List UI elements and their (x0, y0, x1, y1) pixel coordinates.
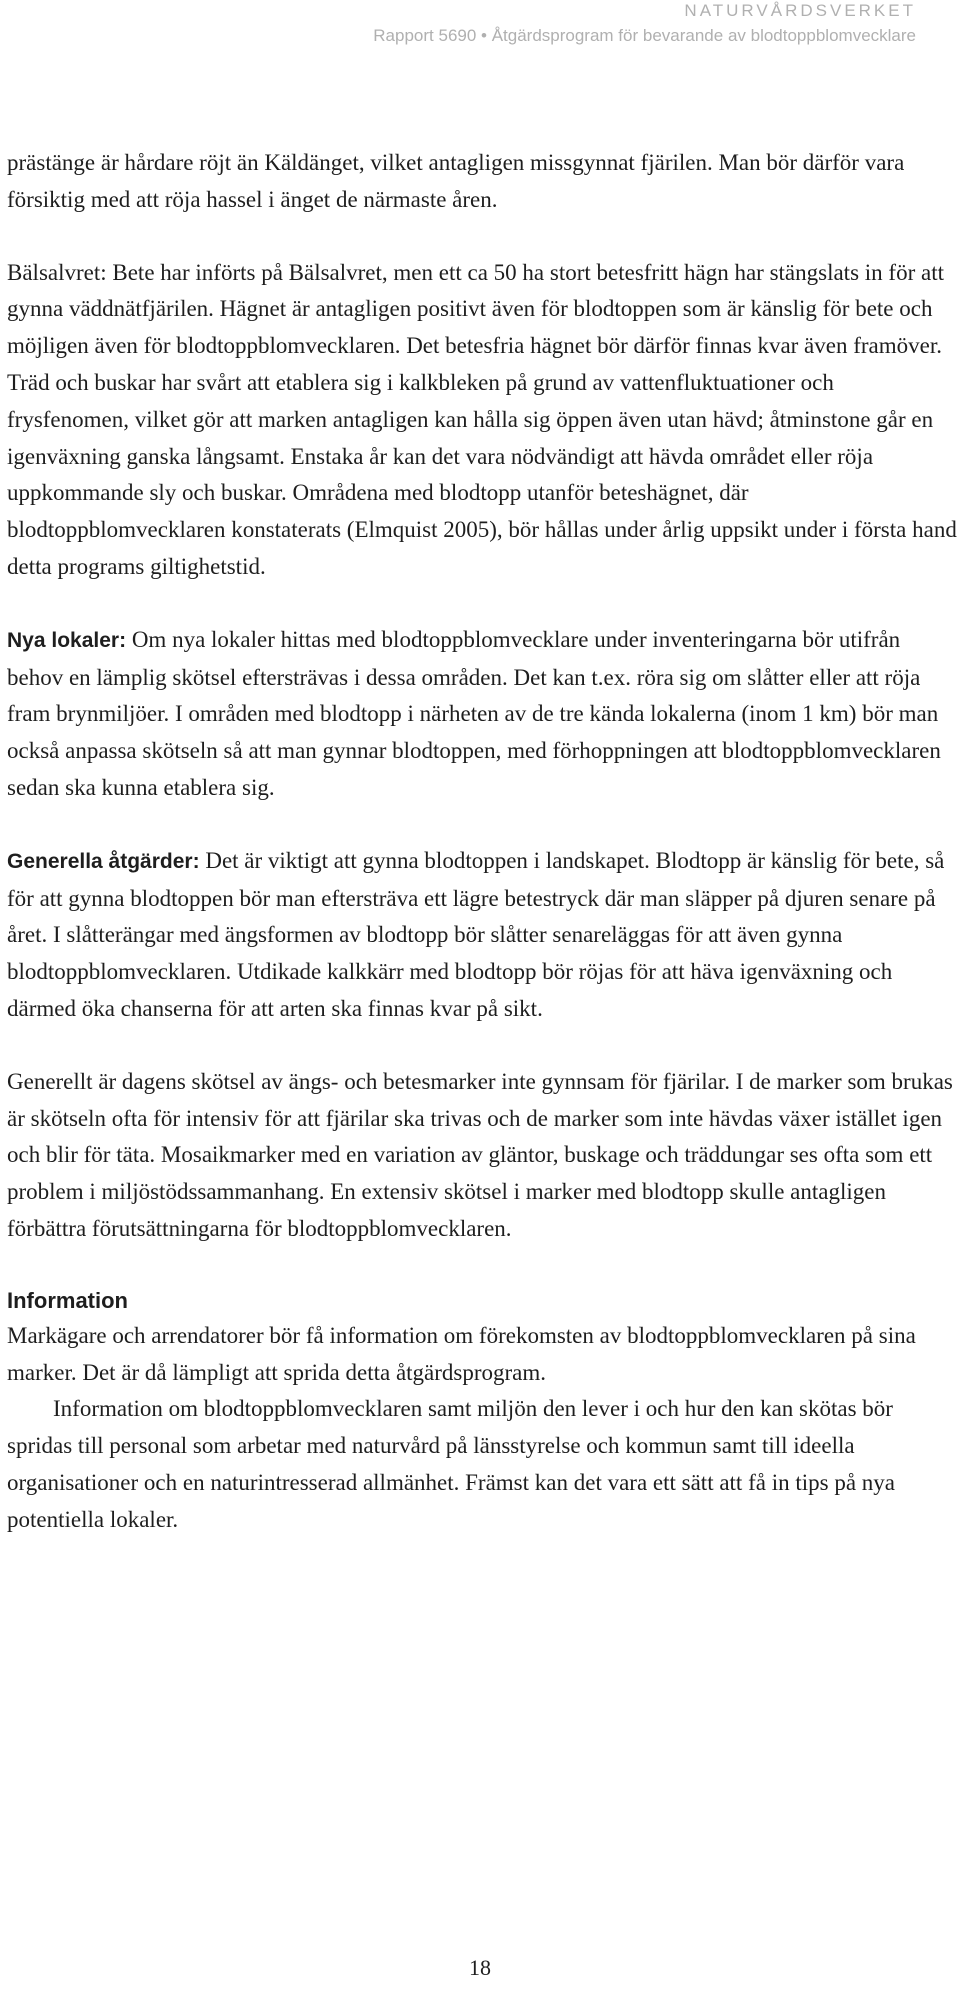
section-heading-information: Information (7, 1287, 128, 1313)
page-number: 18 (469, 1955, 491, 1980)
report-title: Rapport 5690 • Åtgärdsprogram för bevarande av blodtoppblomvecklare (373, 26, 916, 45)
paragraph-generella-atgarder (7, 843, 957, 1028)
page-header (373, 0, 916, 47)
text-nya-lokaler: Om nya lokaler hittas med blodtoppblomvecklare under inventeringarna bör utifrån behov en lämplig skötsel eftersträvas i dessa områden. Det kan t.ex. röra sig om slåtter eller att röja fram brynmiljöer. I områden med blodtopp i närheten av de tre kända lokalerna (inom 1 km) bör man också anpassa skötseln så att man gynnar blodtoppen, med förhoppningen att blodtoppblomvecklaren sedan ska kunna etablera sig. (7, 626, 941, 800)
paragraph-nya-lokaler (7, 622, 957, 807)
paragraph-kaldanget: prästänge är hårdare röjt än Käldänget, vilket antagligen missgynnat fjärilen. Man bör därför vara försiktig med att röja hassel i änget de närmaste åren. (7, 150, 905, 212)
document-body (7, 145, 957, 1539)
lead-generella-atgarder: Generella åtgärder: (7, 849, 200, 873)
paragraph-skotsel: Generellt är dagens skötsel av ängs- och betesmarker inte gynnsam för fjärilar. I de marker som brukas är skötseln ofta för intensiv för att fjärilar ska trivas och de marker som inte hävdas växer istället igen och blir för täta. Mosaikmarker med en variation av gläntor, buskage och träddungar ses ofta som ett problem i miljöstödssammanhang. En extensiv skötsel i marker med blodtopp skulle antagligen förbättra förutsättningarna för blodtoppblomvecklaren. (7, 1068, 953, 1241)
publisher-name: NATURVÅRDSVERKET (684, 1, 916, 20)
paragraph-information-1: Markägare och arrendatorer bör få information om förekomsten av blodtoppblomvecklaren på sina marker. Det är då lämpligt att sprida detta åtgärdsprogram. (7, 1322, 916, 1385)
lead-nya-lokaler: Nya lokaler: (7, 628, 127, 652)
text-generella-atgarder: Det är viktigt att gynna blodtoppen i landskapet. Blodtopp är känslig för bete, så för att gynna blodtoppen bör man eftersträva ett lägre betestryck där man släpper på djuren senare på året. I slåtterängar med ängsformen av blodtopp bör slåtter senareläggas för att även gynna blodtoppblomvecklaren. Utdikade kalkkärr med blodtopp bör röjas för att häva igenväxning och därmed öka chanserna för att arten ska finnas kvar på sikt. (7, 847, 945, 1021)
paragraph-balsalvret: Bälsalvret: Bete har införts på Bälsalvret, men ett ca 50 ha stort betesfritt hägn har stängslats in för att gynna väddnätfjärilen. Hägnet är antagligen positivt även för blodtoppen som är känslig för bete och möjligen även för blodtoppblomvecklaren. Det betesfria hägnet bör därför finnas kvar även framöver. Träd och buskar har svårt att etablera sig i kalkbleken på grund av vattenfluktuationer och frysfenomen, vilket gör att marken antagligen kan hålla sig öppen även utan hävd; åtminstone går en igenväxning ganska långsamt. Enstaka år kan det vara nödvändigt att hävda området eller röja uppkommande sly och buskar. Områdena med blodtopp utanför beteshägnet, där blodtoppblomvecklaren konstaterats (Elmquist 2005), bör hållas under årlig uppsikt under i första hand detta programs giltighetstid. (7, 259, 957, 579)
paragraph-information-2: Information om blodtoppblomvecklaren samt miljön den lever i och hur den kan skötas bör spridas till personal som arbetar med naturvård på länsstyrelse och kommun samt till ideella organisationer och en naturintresserad allmänhet. Främst kan det vara ett sätt att få in tips på nya potentiella lokaler. (7, 1396, 895, 1532)
